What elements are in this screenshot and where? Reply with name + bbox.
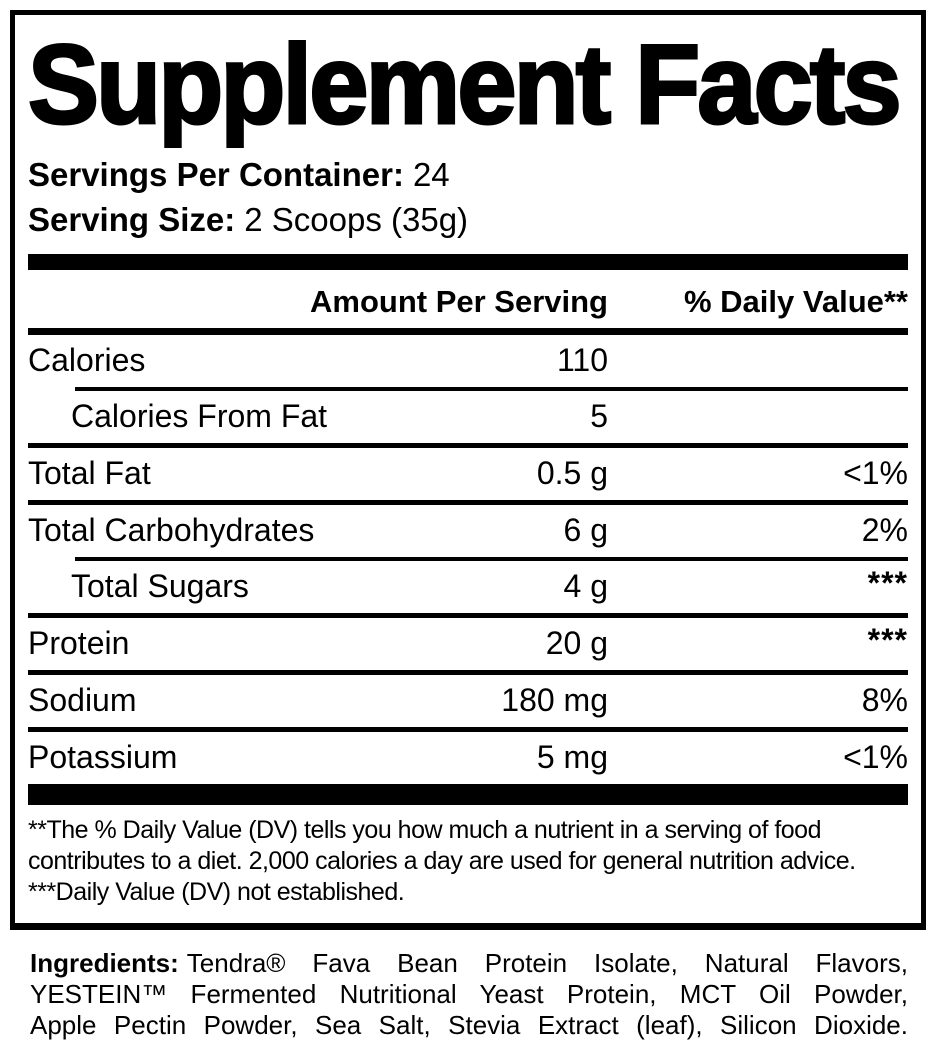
nutrient-label: Calories From Fat (71, 398, 328, 435)
nutrient-label: Total Fat (28, 455, 151, 492)
table-row-calories (28, 335, 908, 387)
nutrient-amount: 0.5 g (536, 455, 608, 492)
table-row-potassium (28, 732, 908, 784)
table-row-protein (28, 618, 908, 670)
nutrient-amount: 5 mg (536, 739, 608, 776)
serving-size-line (28, 197, 908, 242)
nutrient-label: Protein (28, 625, 130, 662)
ingredients-label: Ingredients: (30, 948, 179, 978)
nutrient-daily-value: <1% (843, 739, 908, 776)
nutrient-daily-value: 2% (861, 512, 908, 549)
ingredients-section (30, 948, 908, 1041)
nutrient-label: Total Sugars (71, 568, 249, 605)
amount-per-serving-header: Amount Per Serving (310, 283, 608, 319)
daily-value-header: % Daily Value** (683, 283, 908, 319)
table-header-row (28, 270, 908, 328)
nutrient-amount: 6 g (563, 512, 608, 549)
table-row-total-fat (28, 448, 908, 500)
bottom-divider-bar (28, 784, 908, 805)
nutrient-label: Total Carbohydrates (28, 512, 315, 549)
nutrient-daily-value: *** (867, 564, 908, 601)
not-established-footnote: ***Daily Value (DV) not established. (28, 877, 405, 906)
nutrient-amount: 5 (590, 398, 608, 435)
nutrient-label: Potassium (28, 739, 178, 776)
nutrient-label: Sodium (28, 682, 137, 719)
ingredients-line-1 (30, 948, 908, 979)
nutrient-daily-value: 8% (861, 682, 908, 719)
nutrient-amount: 20 g (545, 625, 608, 662)
table-row-total-carbohydrates (28, 505, 908, 557)
ingredients-line-3: Apple Pectin Powder, Sea Salt, Stevia Extract (leaf), Silicon Dioxide. (30, 1010, 908, 1040)
nutrient-amount: 4 g (563, 568, 608, 605)
top-divider-bar (28, 254, 908, 270)
serving-info (28, 152, 908, 242)
panel-title-wrap (28, 15, 908, 147)
table-row-calories-from-fat (28, 391, 908, 443)
nutrient-amount: 180 mg (501, 682, 608, 719)
header-separator (28, 328, 908, 335)
table-row-total-sugars (28, 561, 908, 613)
nutrient-daily-value: *** (867, 621, 908, 658)
panel-title: Supplement Facts (28, 22, 899, 147)
serving-size-value: 2 Scoops (35g) (244, 200, 469, 238)
nutrient-label: Calories (28, 342, 146, 379)
supplement-facts-panel (10, 10, 926, 930)
servings-per-container-value: 24 (412, 155, 450, 193)
servings-per-container-label: Servings Per Container: (28, 155, 404, 193)
serving-size-label: Serving Size: (28, 200, 236, 238)
daily-value-footnote: **The % Daily Value (DV) tells you how much a nutrient in a serving of food contributes to a diet. 2,000 calories a day are used for general nutrition advice. (28, 815, 856, 875)
nutrient-amount: 110 (556, 342, 608, 379)
nutrient-daily-value: <1% (843, 455, 908, 492)
ingredients-line-2: YESTEIN™ Fermented Nutritional Yeast Protein, MCT Oil Powder, (30, 979, 908, 1009)
table-row-sodium (28, 675, 908, 727)
footnotes (28, 815, 908, 908)
servings-per-container-line (28, 152, 908, 197)
ingredients-text: Tendra® Fava Bean Protein Isolate, Natural Flavors, (186, 948, 908, 978)
